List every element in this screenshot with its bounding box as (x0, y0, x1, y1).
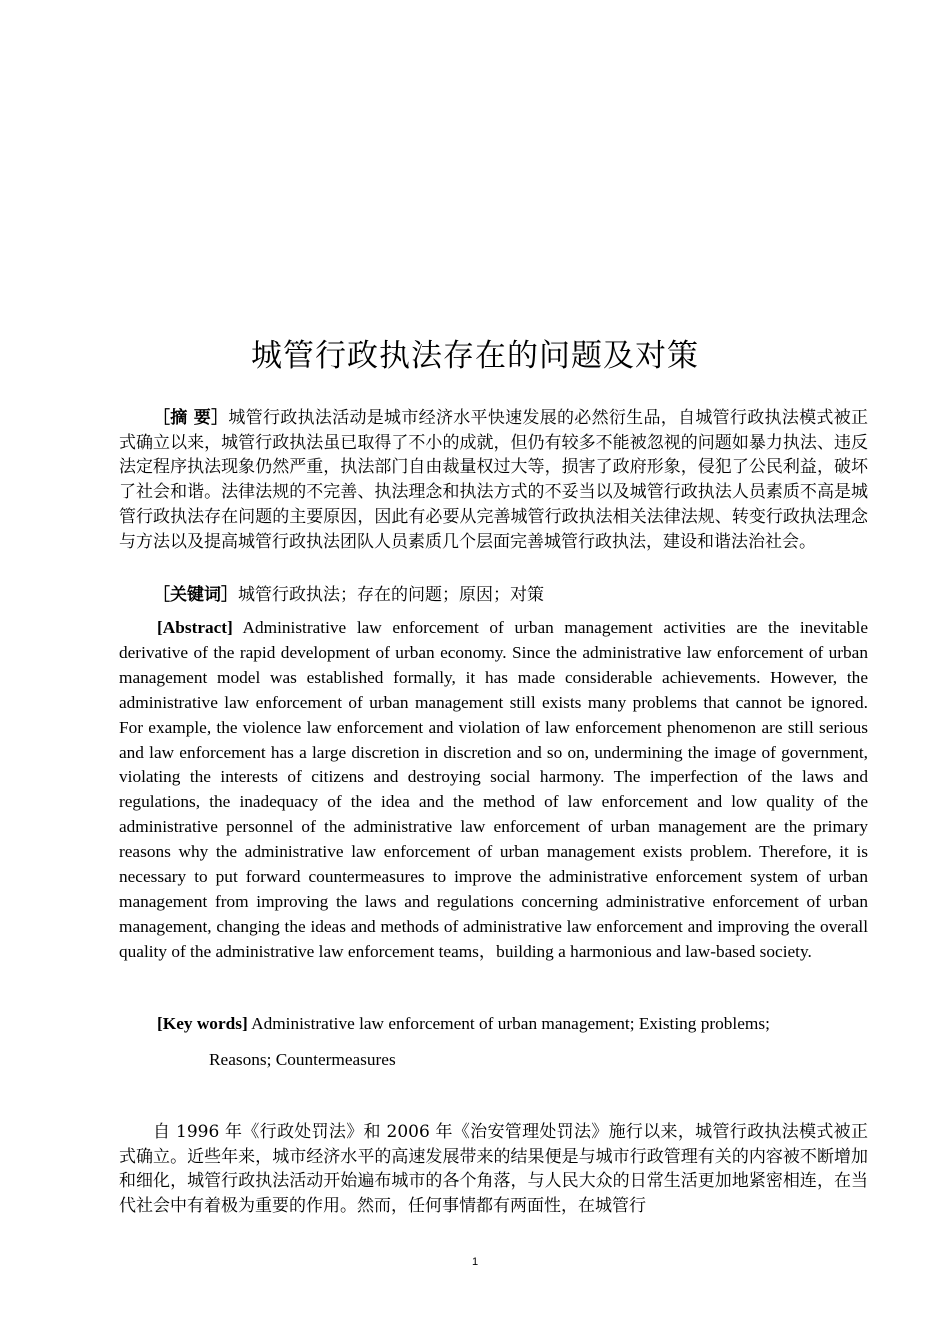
keywords-en-text: Administrative law enforcement of urban management; Existing problems; (251, 1014, 770, 1033)
abstract-en (119, 616, 868, 965)
abstract-cn (119, 406, 868, 554)
abstract-cn-label: ［摘 要］ (153, 408, 229, 428)
body-paragraph: 自 1996 年《行政处罚法》和 2006 年《治安管理处罚法》施行以来，城管行政执法模式被正式确立。近些年来，城市经济水平的高速发展带来的结果便是与城市行政管理有关的内容被不断增加和细化，城管行政执法活动开始遍布城市的各个角落，与人民大众的日常生活更加地紧密相连，在当代社会中有着极为重要的作用。然而，任何事情都有两面性，在城管行 (119, 1122, 868, 1217)
paper-title: 城管行政执法存在的问题及对策 (251, 338, 699, 374)
keywords-en (157, 1014, 770, 1034)
abstract-cn-text: 城管行政执法活动是城市经济水平快速发展的必然衍生品，自城管行政执法模式被正式确立以来，城管行政执法虽已取得了不小的成就，但仍有较多不能被忽视的问题如暴力执法、违反法定程序执法现象仍然严重，执法部门自由裁量权过大等，损害了政府形象，侵犯了公民利益，破坏了社会和谐。法律法规的不完善、执法理念和执法方式的不妥当以及城管行政执法人员素质不高是城管行政执法存在问题的主要原因，因此有必要从完善城管行政执法相关法律法规、转变行政执法理念与方法以及提高城管行政执法团队人员素质几个层面完善城管行政执法，建设和谐法治社会。 (119, 408, 869, 552)
keywords-en-line2: Reasons; Countermeasures (209, 1050, 396, 1069)
keywords-en-label: [Key words] (157, 1014, 248, 1033)
keywords-cn (153, 580, 544, 605)
abstract-en-text: Administrative law enforcement of urban management activities are the inevitable derivative of the rapid development of urban economy. Since the administrative law enforcement of urban management model was established formally, it has made considerable achievements. However, the administrative law enforcement of urban management still exists many problems that cannot be ignored. For example, the violence law enforcement and violation of law enforcement phenomenon are still serious and law enforcement has a large discretion in discretion and so on, undermining the image of government, violating the interests of citizens and destroying social harmony. The imperfection of the laws and regulations, the inadequacy of the idea and the method of law enforcement and low quality of the administrative personnel of the administrative law enforcement of urban management are the primary reasons why the administrative law enforcement of urban management exists problem. Therefore, it is necessary to put forward countermeasures to improve the administrative enforcement system of urban management from improving the laws and regulations concerning administrative enforcement of urban management, changing the ideas and methods of administrative law enforcement and improving the overall quality of the administrative law enforcement teams，building a harmonious and law-based society. (119, 618, 868, 961)
page-number: 1 (471, 1256, 479, 1268)
keywords-cn-label: ［关键词］ (153, 585, 238, 605)
abstract-en-label: [Abstract] (157, 618, 233, 637)
keywords-cn-text: 城管行政执法；存在的问题；原因；对策 (238, 585, 544, 605)
